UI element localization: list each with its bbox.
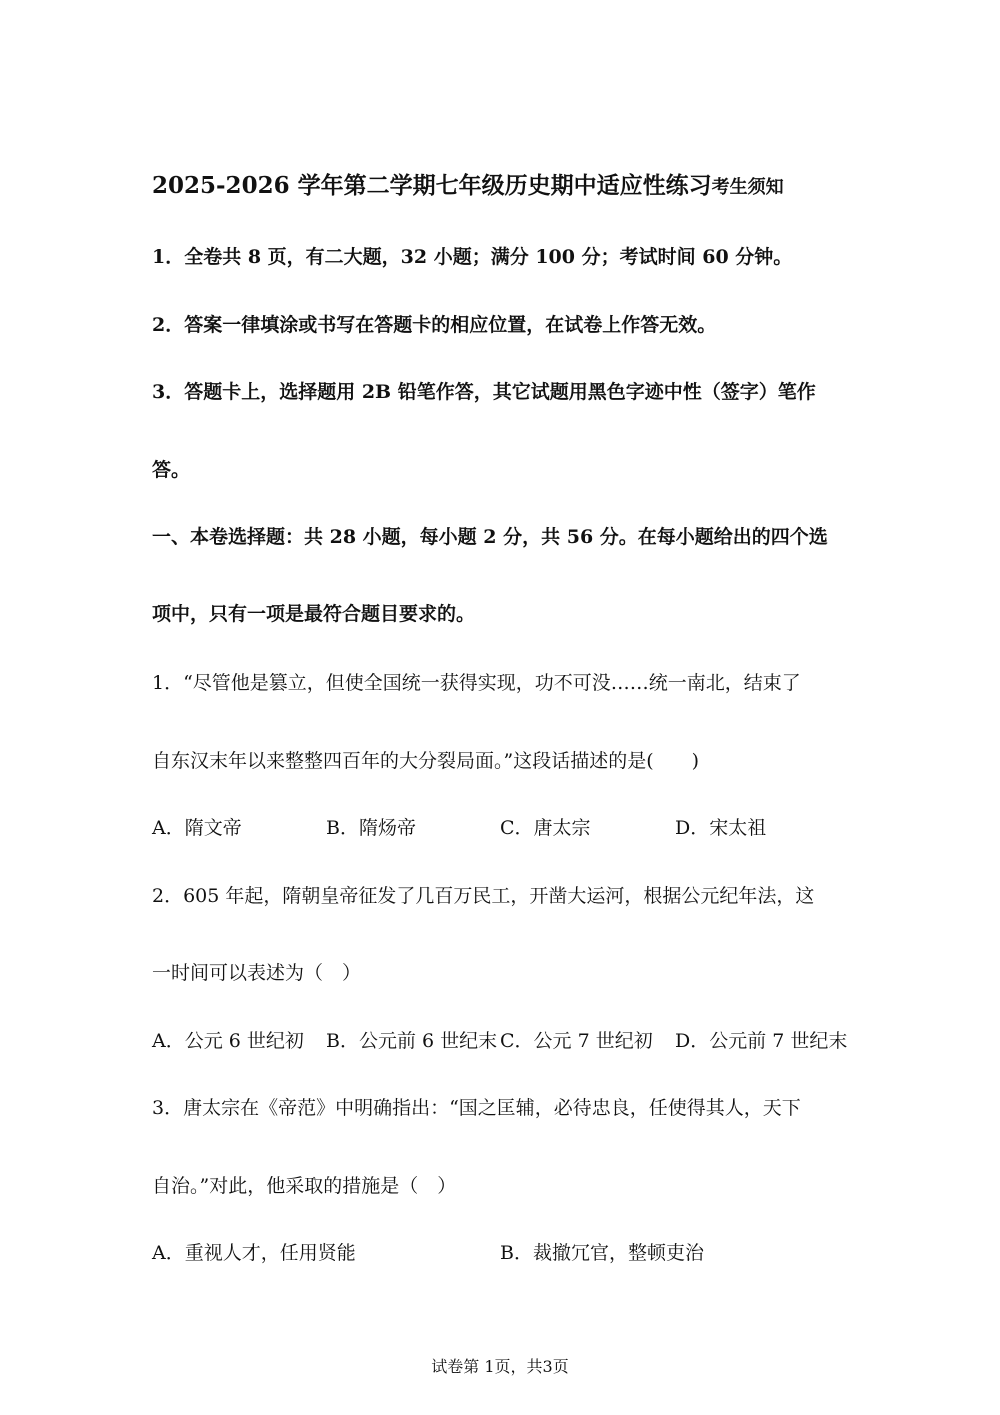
question-3-text-continued: 自治。”对此，他采取的措施是（ ） [152, 1175, 457, 1197]
question-1-option-b: B．隋炀帝 [326, 817, 416, 839]
notice-item-2: 2．答案一律填涂或书写在答题卡的相应位置，在试卷上作答无效。 [152, 314, 717, 336]
question-1-option-d: D．宋太祖 [675, 817, 767, 839]
question-1-option-a: A．隋文帝 [152, 817, 242, 839]
notice-item-3-continued: 答。 [152, 459, 191, 481]
notice-item-3: 3．答题卡上，选择题用 2B 铅笔作答，其它试题用黑色字迹中性（签字）笔作 [152, 381, 816, 403]
page-footer: 试卷第 1页，共3页 [431, 1357, 569, 1376]
question-3-text: 3．唐太宗在《帝范》中明确指出：“国之匡辅，必待忠良，任使得其人，天下 [152, 1097, 801, 1119]
question-1-text-continued: 自东汉末年以来整整四百年的大分裂局面。”这段话描述的是( ) [152, 750, 700, 772]
question-2-option-d: D．公元前 7 世纪末 [675, 1030, 848, 1052]
question-2-text: 2．605 年起，隋朝皇帝征发了几百万民工，开凿大运河，根据公元纪年法，这 [152, 885, 815, 907]
page-title [152, 171, 784, 203]
question-2-option-c: C．公元 7 世纪初 [500, 1030, 653, 1052]
question-1-option-c: C．唐太宗 [500, 817, 591, 839]
question-1-text: 1．“尽管他是篡立，但使全国统一获得实现，功不可没……统一南北，结束了 [152, 672, 801, 694]
section-heading: 一、本卷选择题：共 28 小题，每小题 2 分，共 56 分。在每小题给出的四个选 [152, 526, 828, 548]
question-2-option-b: B．公元前 6 世纪末 [326, 1030, 498, 1052]
question-3-option-a: A．重视人才，任用贤能 [152, 1242, 356, 1264]
notice-heading: 考生须知 [711, 177, 784, 198]
section-heading-continued: 项中，只有一项是最符合题目要求的。 [152, 603, 476, 625]
notice-item-1: 1．全卷共 8 页，有二大题，32 小题；满分 100 分；考试时间 60 分钟。 [152, 246, 793, 268]
question-2-option-a: A．公元 6 世纪初 [152, 1030, 304, 1052]
exam-title: 2025-2026 学年第二学期七年级历史期中适应性练习 [152, 172, 712, 199]
question-2-text-continued: 一时间可以表述为（ ） [152, 962, 362, 984]
question-3-option-b: B．裁撤冗官，整顿吏治 [500, 1242, 704, 1264]
